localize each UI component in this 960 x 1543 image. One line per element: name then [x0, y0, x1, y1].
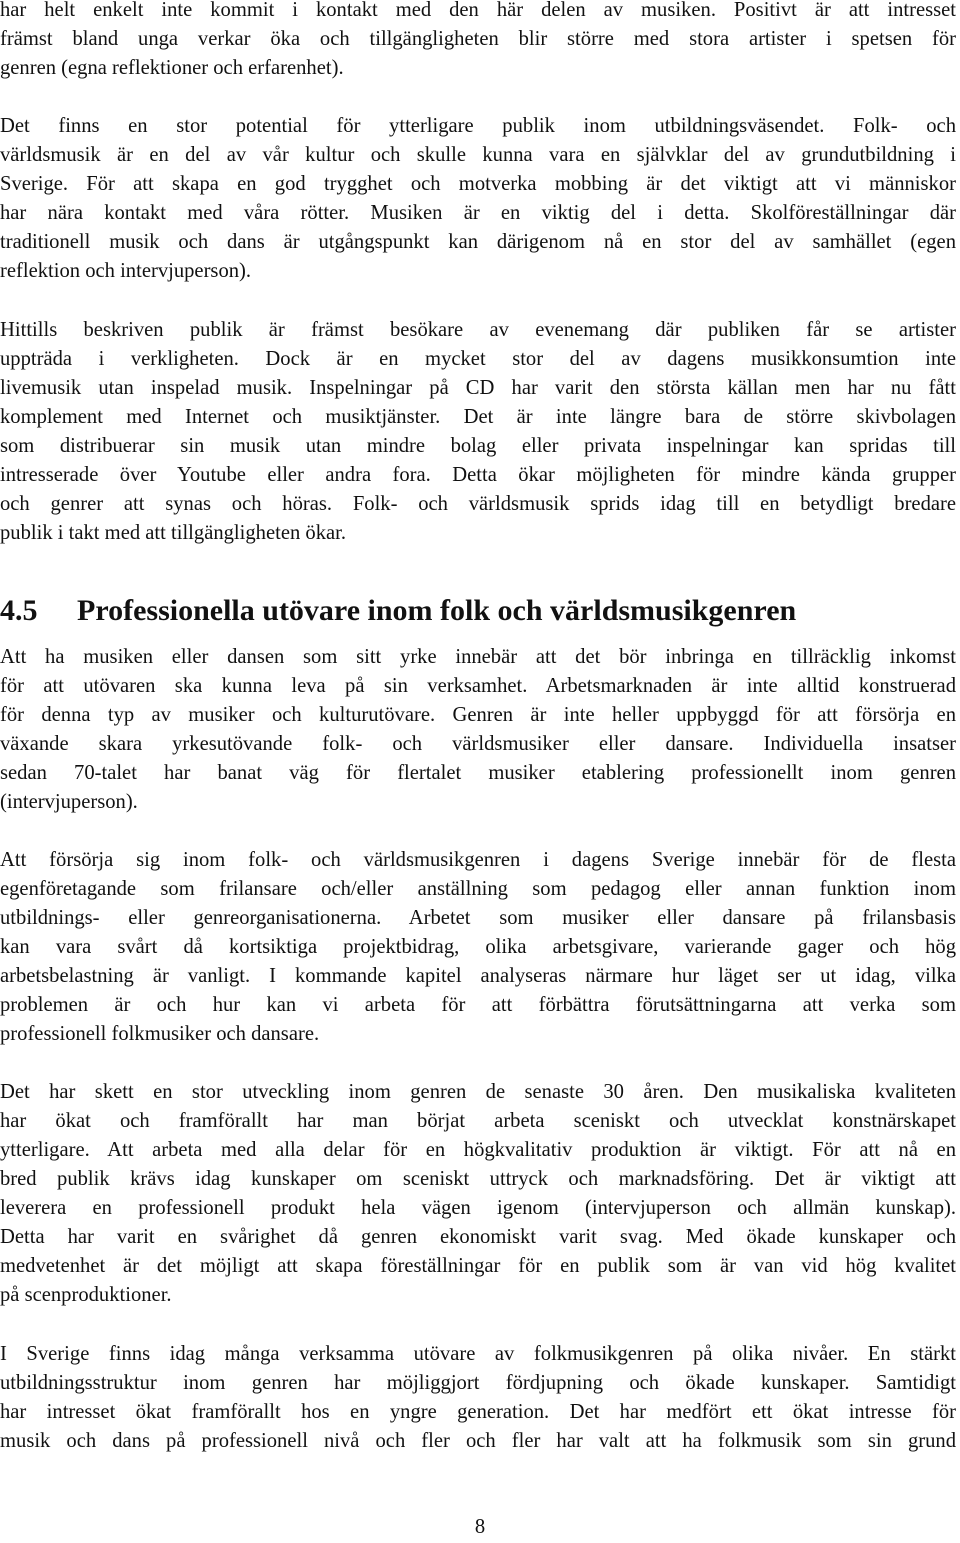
- section-heading: [0, 591, 956, 631]
- text-line: Detta har varit en svårighet då genren ekonomiskt varit svag. Med ökade kunskaper och: [0, 1226, 956, 1248]
- text-line: på scenproduktioner.: [0, 1284, 172, 1306]
- text-line: har helt enkelt inte kommit i kontakt med den här delen av musiken. Positivt är att intresset: [0, 0, 956, 21]
- page-number: 8: [474, 1516, 486, 1538]
- text-line: medvetenhet är det möjligt att skapa föreställningar för en publik som är van vid hög kvalitet: [0, 1255, 956, 1277]
- section-title: Professionella utövare inom folk och världsmusikgenren: [77, 594, 797, 627]
- text-line: kan vara svårt då kortsiktiga projektbidrag, olika arbetsgivare, varierande gager och hög: [0, 936, 956, 958]
- text-line: reflektion och intervjuperson).: [0, 260, 252, 282]
- text-line: växande skara yrkesutövande folk- och världsmusiker eller dansare. Individuella insatser: [0, 733, 956, 755]
- text-line: komplement med Internet och musiktjänster. Det är inte längre bara de större skivbolagen: [0, 406, 956, 428]
- text-line: utbildnings- eller genreorganisationerna. Arbetet som musiker eller dansare på frilansbasis: [0, 907, 956, 929]
- text-line: främst bland unga verkar öka och tillgängligheten blir större med stora artister i spetsen för: [0, 28, 956, 50]
- text-line: har intresset ökat framförallt hos en yngre generation. Det har medfört ett ökat intresse för: [0, 1401, 956, 1423]
- text-line: livemusik utan inspelad musik. Inspelningar på CD har varit den största källan men har nu fått: [0, 377, 956, 399]
- text-line: intresserade över Youtube eller andra fora. Detta ökar möjligheten för mindre kända grupper: [0, 464, 956, 486]
- text-line: professionell folkmusiker och dansare.: [0, 1023, 320, 1045]
- text-line: Det har skett en stor utveckling inom genren de senaste 30 åren. Den musikaliska kvaliteten: [0, 1081, 956, 1103]
- text-line: för denna typ av musiker och kulturutövare. Genren är inte heller uppbyggd för att försörja en: [0, 704, 956, 726]
- text-line: uppträda i verkligheten. Dock är en mycket stor del av dagens musikkonsumtion inte: [0, 348, 956, 370]
- text-line: ytterligare. Att arbeta med alla delar för en högkvalitativ produktion är viktigt. För att nå en: [0, 1139, 956, 1161]
- text-line: utbildningsstruktur inom genren har möjliggjort fördjupning och ökade kunskaper. Samtidigt: [0, 1372, 956, 1394]
- text-line: har nära kontakt med våra rötter. Musiken är en viktig del i detta. Skolföreställningar där: [0, 202, 956, 224]
- text-line: Hittills beskriven publik är främst besökare av evenemang där publiken får se artister: [0, 319, 956, 341]
- text-line: som distribuerar sin musik utan mindre bolag eller privata inspelningar kan spridas till: [0, 435, 956, 457]
- text-line: egenföretagande som frilansare och/eller anställning som pedagog eller annan funktion inom: [0, 878, 956, 900]
- text-line: Det finns en stor potential för ytterligare publik inom utbildningsväsendet. Folk- och: [0, 115, 956, 137]
- text-line: problemen är och hur kan vi arbeta för att förbättra förutsättningarna att verka som: [0, 994, 956, 1016]
- text-line: arbetsbelastning är vanligt. I kommande kapitel analyseras närmare hur läget ser ut idag, vilka: [0, 965, 956, 987]
- text-line: musik och dans på professionell nivå och fler och fler har valt att ha folkmusik som sin grund: [0, 1430, 956, 1452]
- text-line: leverera en professionell produkt hela vägen igenom (intervjuperson och allmän kunskap).: [0, 1197, 956, 1219]
- text-line: Att ha musiken eller dansen som sitt yrke innebär att det bör inbringa en tillräcklig inkomst: [0, 646, 956, 668]
- text-line: Sverige. För att skapa en god trygghet och motverka mobbing är det viktigt att vi människor: [0, 173, 956, 195]
- text-line: och genrer att synas och höras. Folk- och världsmusik sprids idag till en betydligt bredare: [0, 493, 956, 515]
- text-line: sedan 70-talet har banat väg för flertalet musiker etablering professionellt inom genren: [0, 762, 956, 784]
- text-line: I Sverige finns idag många verksamma utövare av folkmusikgenren på olika nivåer. En stärkt: [0, 1343, 956, 1365]
- text-line: har ökat och framförallt har man börjat arbeta sceniskt och utvecklat konstnärskapet: [0, 1110, 956, 1132]
- text-line: publik i takt med att tillgängligheten ökar.: [0, 522, 347, 544]
- text-line: genren (egna reflektioner och erfarenhet).: [0, 57, 344, 79]
- text-line: världsmusik är en del av vår kultur och skulle kunna vara en självklar del av grundutbildning i: [0, 144, 956, 166]
- text-line: Att försörja sig inom folk- och världsmusikgenren i dagens Sverige innebär för de flesta: [0, 849, 956, 871]
- section-number: 4.5: [0, 594, 38, 627]
- text-line: för att utövaren ska kunna leva på sin verksamhet. Arbetsmarknaden är inte alltid konstruerad: [0, 675, 956, 697]
- text-line: (intervjuperson).: [0, 791, 138, 813]
- text-line: traditionell musik och dans är utgångspunkt kan därigenom nå en stor del av samhället (egen: [0, 231, 956, 253]
- text-line: bred publik krävs idag kunskaper om sceniskt uttryck och marknadsföring. Det är viktigt att: [0, 1168, 956, 1190]
